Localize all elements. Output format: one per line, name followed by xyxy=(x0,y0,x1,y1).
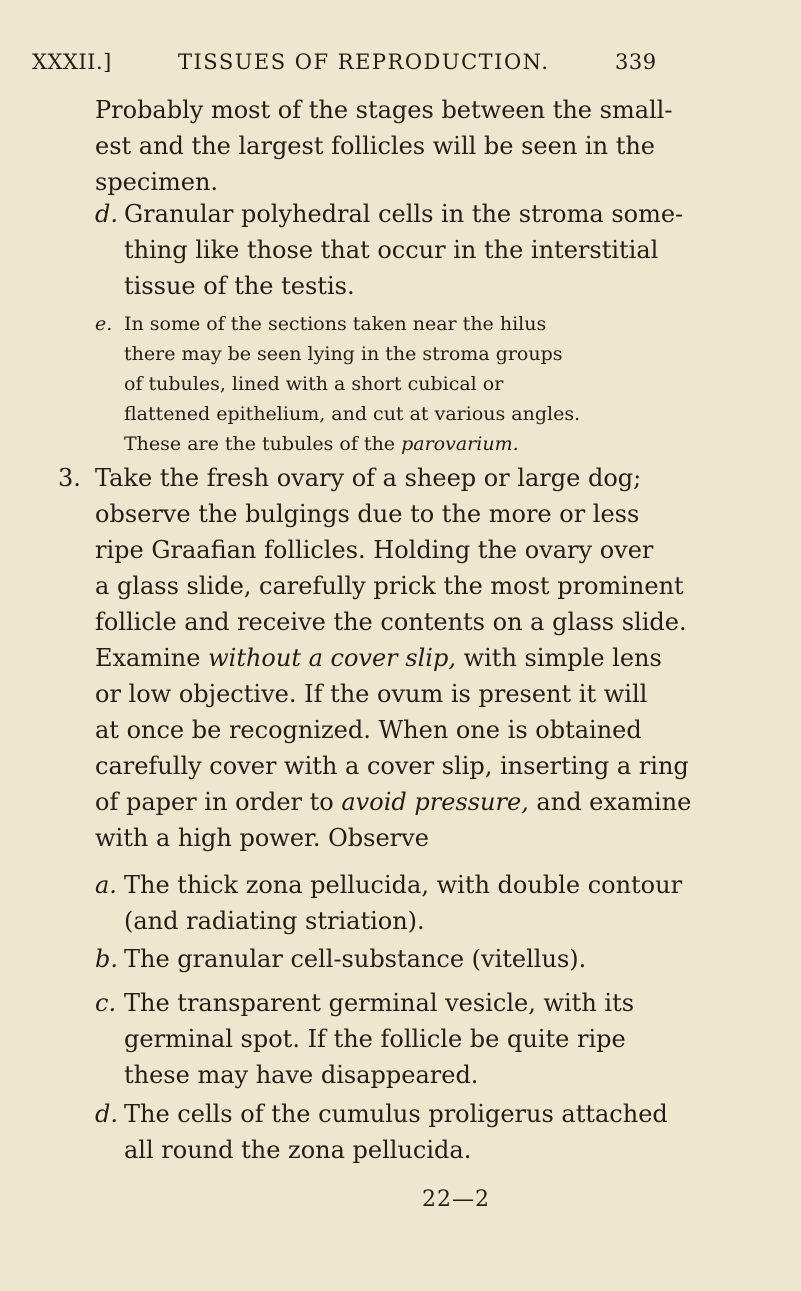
italic-term: parovarium. xyxy=(401,433,519,455)
text-segment: Examine xyxy=(95,644,209,672)
text-line: follicle and receive the contents on a glass slide. xyxy=(95,608,687,636)
item-d-cumulus xyxy=(124,1096,668,1168)
text-line xyxy=(124,429,580,459)
text-line: of tubules, lined with a short cubical or xyxy=(124,373,504,395)
text-line: The cells of the cumulus proligerus attached xyxy=(124,1100,668,1128)
text-line: tissue of the testis. xyxy=(124,272,355,300)
text-line: these may have disappeared. xyxy=(124,1061,479,1089)
text-line: at once be recognized. When one is obtained xyxy=(95,716,642,744)
section-number-3: 3. xyxy=(58,464,81,492)
italic-phrase: without a cover slip, xyxy=(208,644,456,672)
running-title: TISSUES OF REPRODUCTION. xyxy=(178,50,550,74)
text-line: germinal spot. If the follicle be quite ripe xyxy=(124,1025,626,1053)
text-segment: and examine xyxy=(528,788,692,816)
item-label-c: c. xyxy=(95,989,117,1017)
page-number: 339 xyxy=(615,50,657,74)
text-line: est and the largest follicles will be seen in the xyxy=(95,132,655,160)
item-b-vitellus xyxy=(124,941,586,977)
item-e-parovarium xyxy=(124,309,580,459)
text-line: Granular polyhedral cells in the stroma some- xyxy=(124,200,684,228)
text-line: Take the fresh ovary of a sheep or large dog; xyxy=(95,464,642,492)
item-a-zona-pellucida xyxy=(124,867,682,939)
text-line: The thick zona pellucida, with double contour xyxy=(124,871,683,899)
chapter-number: XXXII.] xyxy=(32,50,112,74)
text-line: specimen. xyxy=(95,168,219,196)
text-line: with a high power. Observe xyxy=(95,824,429,852)
text-line: there may be seen lying in the stroma groups xyxy=(124,343,563,365)
item-label-e: e. xyxy=(95,313,113,335)
text-segment: These are the tubules of the xyxy=(124,433,402,455)
text-line: The granular cell-substance (vitellus). xyxy=(124,945,587,973)
text-line: or low objective. If the ovum is present it will xyxy=(95,680,648,708)
italic-phrase: avoid pressure, xyxy=(341,788,529,816)
text-line: observe the bulgings due to the more or less xyxy=(95,500,640,528)
running-header xyxy=(0,50,801,82)
item-label-b: b. xyxy=(95,945,118,973)
item-label-d: d. xyxy=(95,200,118,228)
intro-paragraph xyxy=(95,92,672,200)
text-line: The transparent germinal vesicle, with its xyxy=(124,989,635,1017)
text-line: a glass slide, carefully prick the most prominent xyxy=(95,572,684,600)
item-d-granular-cells xyxy=(124,196,683,304)
text-segment: of paper in order to xyxy=(95,788,342,816)
section-3-paragraph xyxy=(95,460,691,856)
text-line: flattened epithelium, and cut at various angles. xyxy=(124,403,581,425)
item-label-d-second: d. xyxy=(95,1100,118,1128)
text-line: Probably most of the stages between the small- xyxy=(95,96,673,124)
text-line: all round the zona pellucida. xyxy=(124,1136,472,1164)
text-line: In some of the sections taken near the hilus xyxy=(124,313,547,335)
item-c-germinal-vesicle xyxy=(124,985,634,1093)
text-line: (and radiating striation). xyxy=(124,907,425,935)
text-line: thing like those that occur in the interstitial xyxy=(124,236,659,264)
item-label-a: a. xyxy=(95,871,117,899)
text-line xyxy=(95,784,691,820)
text-line: carefully cover with a cover slip, inserting a ring xyxy=(95,752,689,780)
text-line: ripe Graafian follicles. Holding the ovary over xyxy=(95,536,654,564)
text-line xyxy=(95,640,691,676)
text-segment: with simple lens xyxy=(455,644,662,672)
signature-mark: 22—2 xyxy=(422,1187,490,1212)
